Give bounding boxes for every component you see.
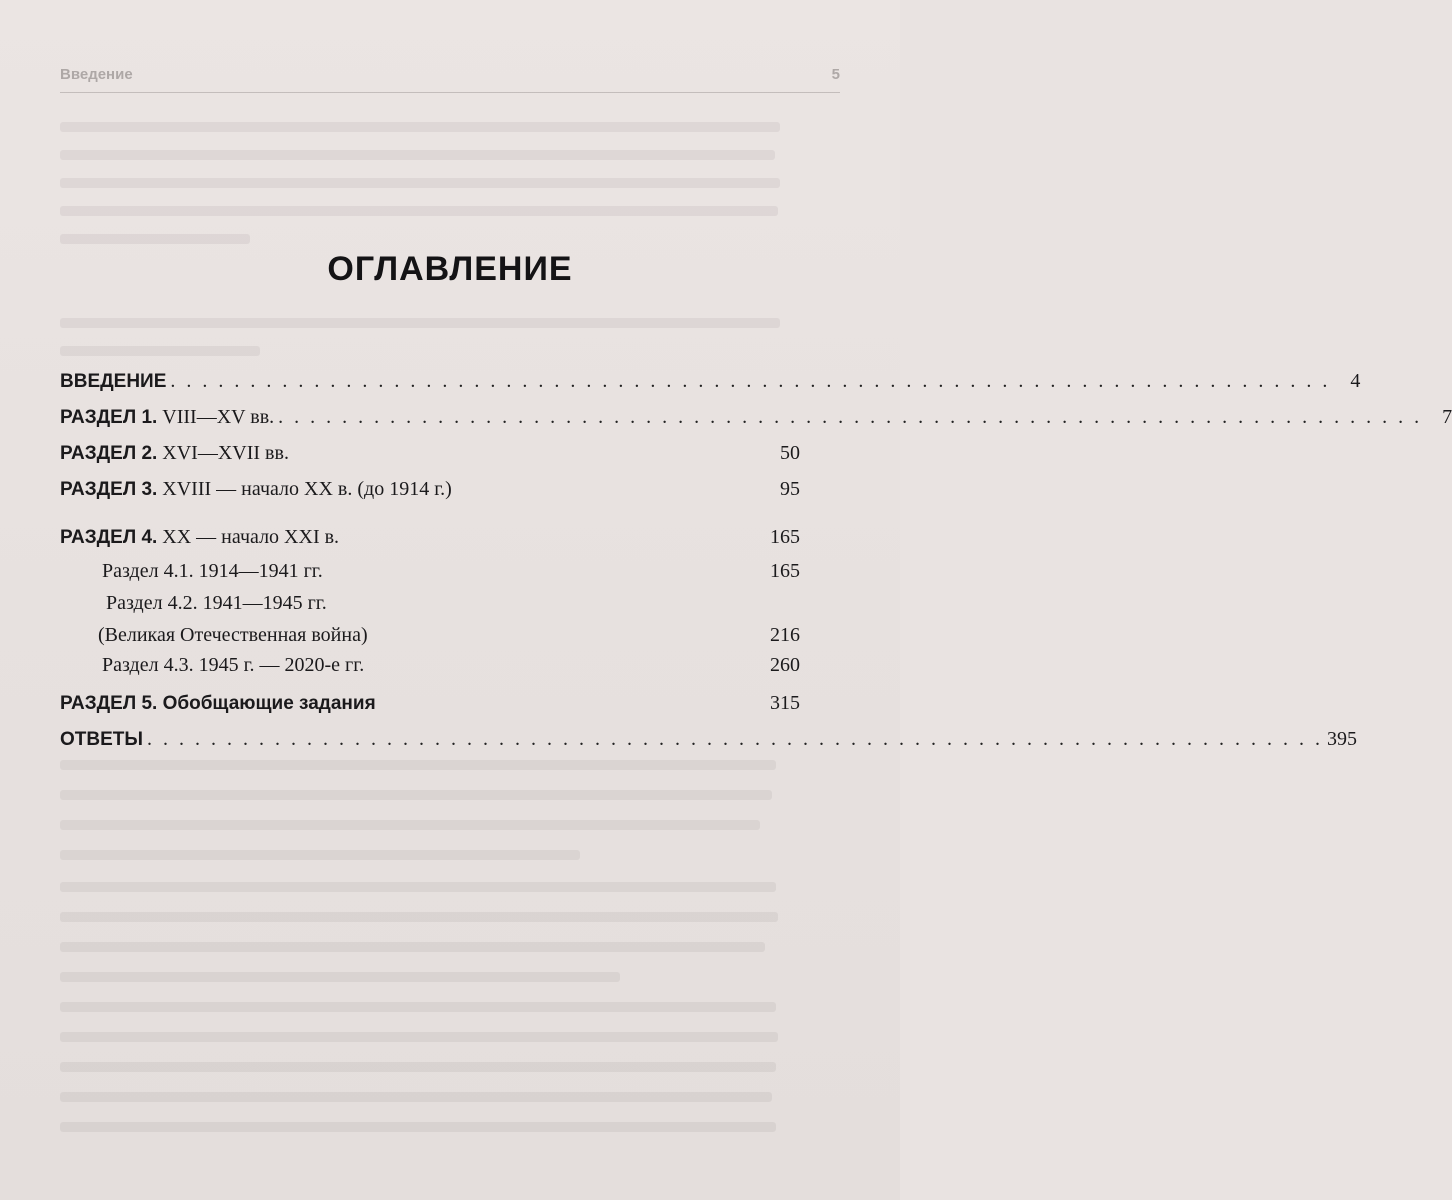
toc-entry-page: 315 xyxy=(770,692,800,714)
toc-entry-label: XVI—XVII вв. xyxy=(157,442,289,464)
toc-entry-section-2[interactable] xyxy=(60,442,800,472)
toc-entry-section-number: РАЗДЕЛ 3. xyxy=(60,479,158,500)
toc-entry-page: 165 xyxy=(770,526,800,548)
toc-title: ОГЛАВЛЕНИЕ xyxy=(327,250,573,288)
toc-entry-label: Раздел 4.2. 1941—1945 гг. xyxy=(106,592,327,614)
toc-leader-dots: . . . . . . . . . . . . . . . . . . . . . . . . . . . . . . . . . . . . . . . . . . . . . . . . . . . . . . . . . . . . . . . . . . . . . . . . . xyxy=(170,370,1331,392)
toc-entry-page: 260 xyxy=(770,654,800,676)
toc-entry-section-5[interactable] xyxy=(60,692,800,722)
toc-entry-section-number: РАЗДЕЛ 1. xyxy=(60,407,158,428)
toc-entry-label: ОТВЕТЫ xyxy=(60,729,143,750)
toc-entry-section-4[interactable] xyxy=(60,526,800,556)
running-header xyxy=(60,66,840,88)
toc-entry-label: VIII—XV вв. xyxy=(157,406,275,428)
toc-entry-page: 216 xyxy=(770,624,800,646)
toc-entry-section-number: РАЗДЕЛ 4. xyxy=(60,527,158,548)
toc-entry-answers[interactable] xyxy=(60,728,1357,758)
toc-leader-dots: . . . . . . . . . . . . . . . . . . . . . . . . . . . . . . . . . . . . . . . . . . . . . . . . . . . . . . . . . . . . . . . . . . . . . . . . xyxy=(278,406,1423,428)
toc-entry-introduction[interactable] xyxy=(60,370,1361,400)
toc-entry-section-1[interactable] xyxy=(60,406,1452,436)
toc-entry-label: ВВЕДЕНИЕ xyxy=(60,371,167,392)
toc-entry-section-number: РАЗДЕЛ 5. xyxy=(60,693,158,714)
toc-entry-page: 95 xyxy=(780,478,800,500)
toc-entry-page: 4 xyxy=(1350,370,1361,392)
toc-entry-label: (Великая Отечественная война) xyxy=(98,624,368,646)
toc-entry-section-4-2[interactable] xyxy=(60,592,800,622)
header-section-name: Введение xyxy=(60,66,133,83)
toc-entry-label: XVIII — начало XX в. (до 1914 г.) xyxy=(157,478,452,500)
toc-entry-page: 395 xyxy=(1327,728,1357,750)
header-rule xyxy=(60,92,840,93)
toc-entry-label: XX — начало XXI в. xyxy=(157,526,340,548)
toc-entry-label: Раздел 4.1. 1914—1941 гг. xyxy=(102,560,323,582)
toc-entry-label: Обобщающие задания xyxy=(157,693,376,714)
toc-entry-section-4-1[interactable] xyxy=(60,560,800,590)
toc-entry-section-number: РАЗДЕЛ 2. xyxy=(60,443,158,464)
toc-entry-section-3[interactable] xyxy=(60,478,800,508)
toc-entry-page: 50 xyxy=(780,442,800,464)
toc-entry-label: Раздел 4.3. 1945 г. — 2020-е гг. xyxy=(102,654,365,676)
header-page-number: 5 xyxy=(831,66,840,83)
toc-entry-page: 7 xyxy=(1442,406,1452,428)
toc-entry-section-4-2-continued[interactable] xyxy=(60,624,800,654)
toc-entry-section-4-3[interactable] xyxy=(60,654,800,684)
toc-entry-page: 165 xyxy=(770,560,800,582)
toc-leader-dots: . . . . . . . . . . . . . . . . . . . . . . . . . . . . . . . . . . . . . . . . . . . . . . . . . . . . . . . . . . . . . . . . . . . . . . . . . . xyxy=(147,728,1323,750)
